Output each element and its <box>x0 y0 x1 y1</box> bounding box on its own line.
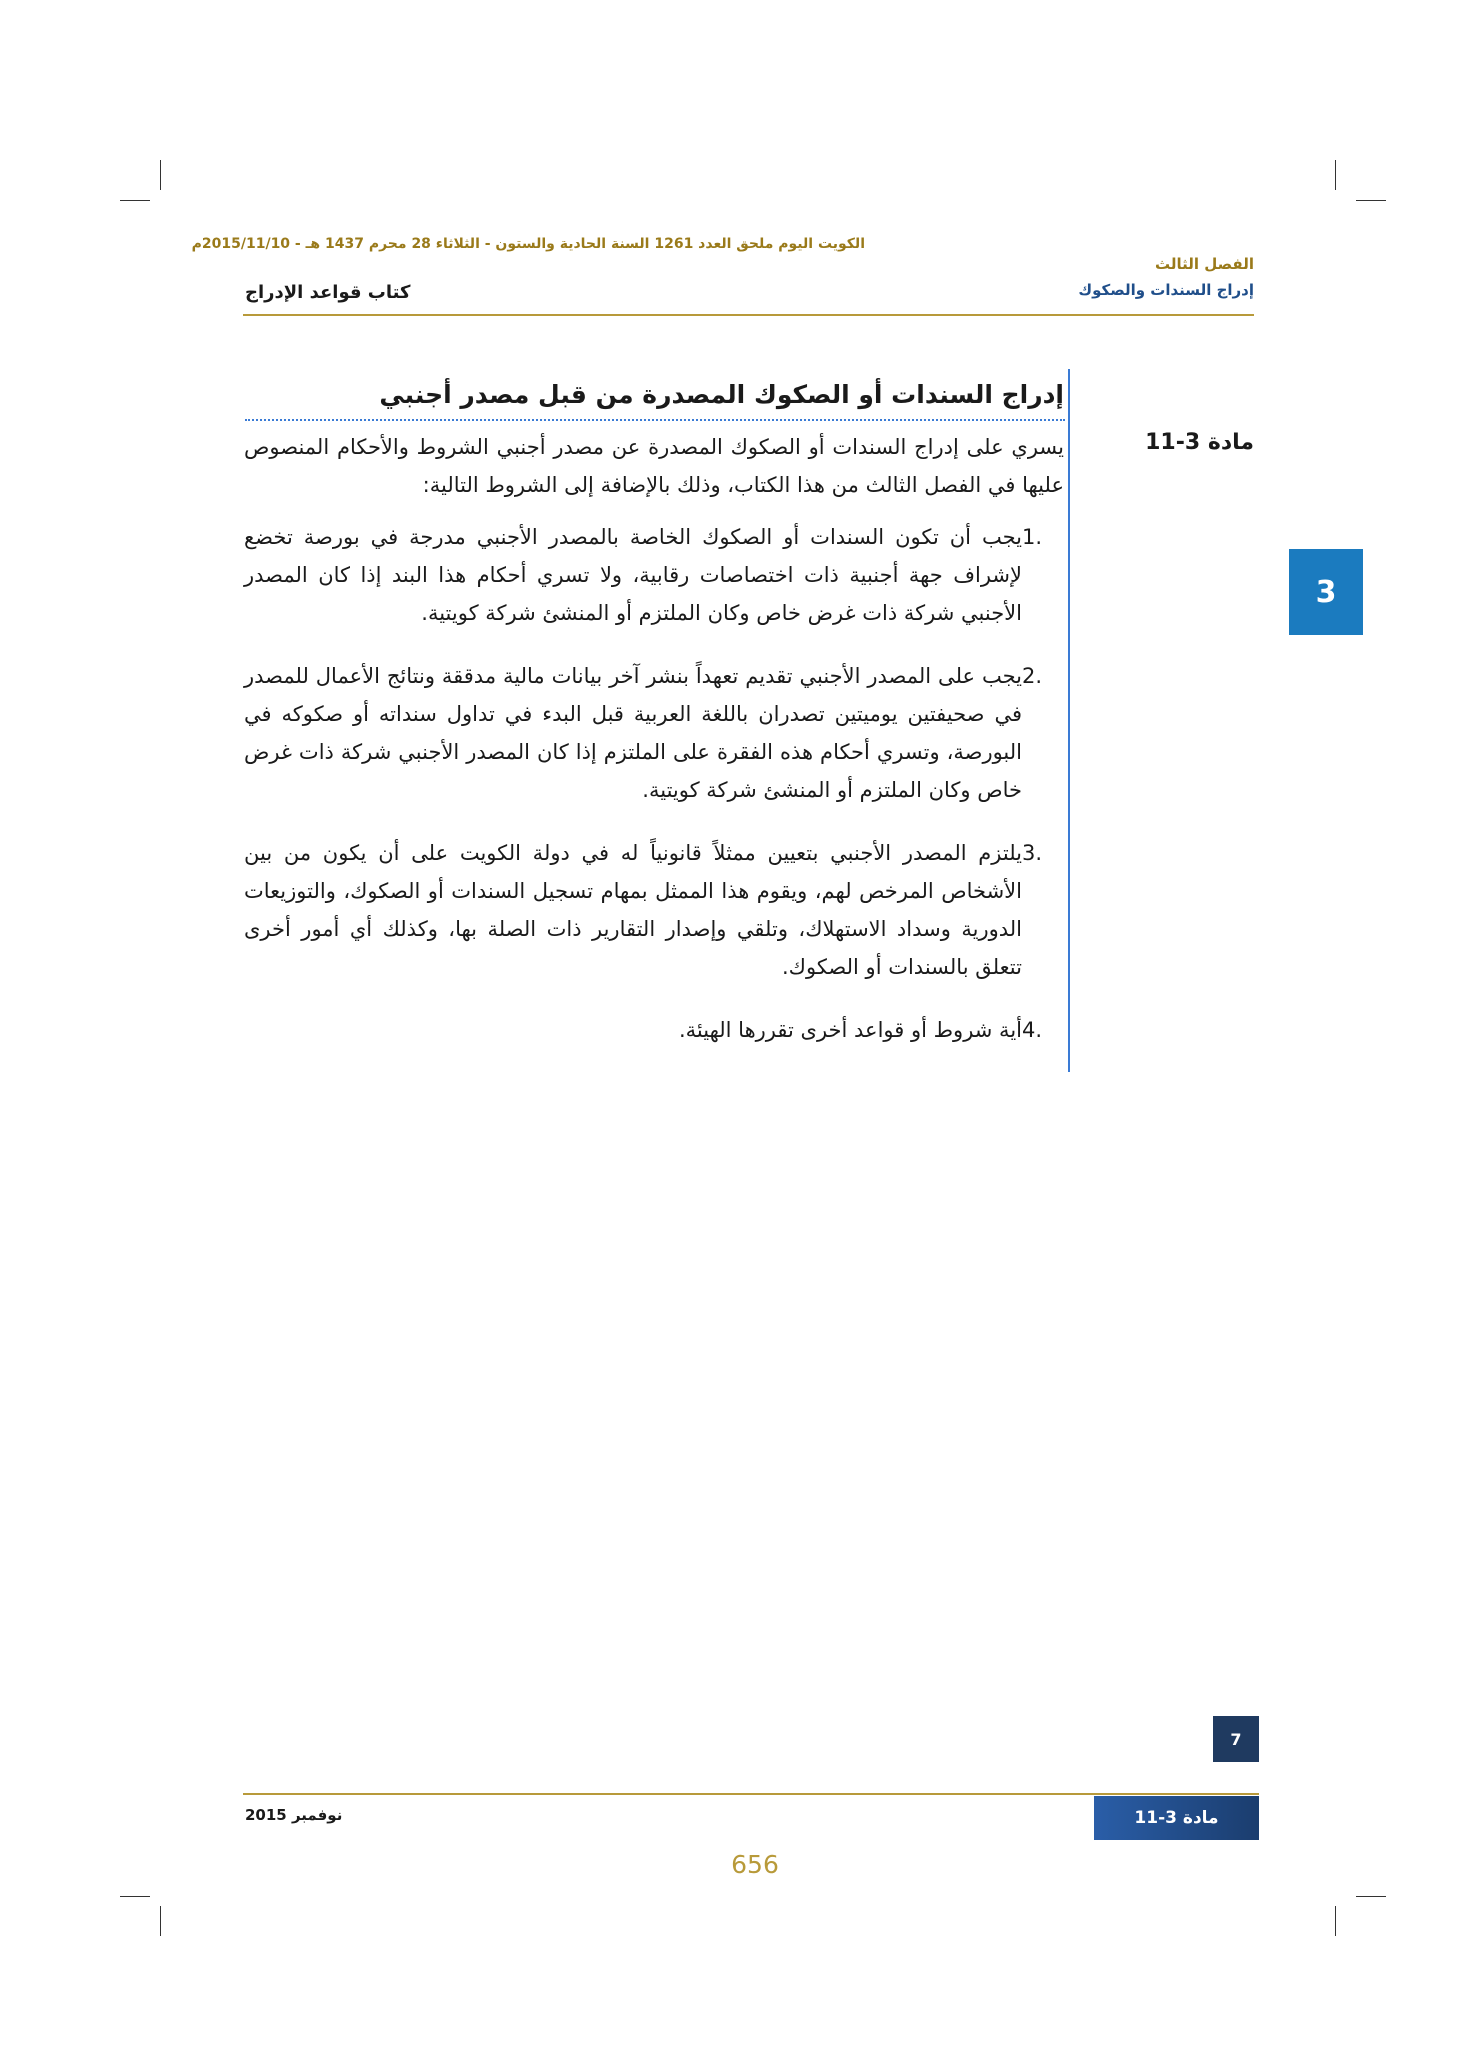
article-body <box>244 428 1064 1074</box>
footer-date: نوفمبر 2015 <box>245 1806 343 1824</box>
crop-mark <box>1335 1906 1336 1936</box>
footer-article-label: مادة 3-11 <box>1094 1796 1259 1840</box>
crop-mark <box>1335 160 1336 190</box>
article-vertical-rule <box>1068 369 1070 1072</box>
crop-mark <box>120 1896 150 1897</box>
list-item <box>244 657 1064 809</box>
list-item <box>244 834 1064 986</box>
crop-mark <box>1356 200 1386 201</box>
article-intro: يسري على إدراج السندات أو الصكوك المصدرة عن مصدر أجنبي الشروط والأحكام المنصوص عليها في الفصل الثالث من هذا الكتاب، وذلك بالإضافة إلى الشروط التالية: <box>244 435 1064 497</box>
list-item-number: 4. <box>1022 1018 1043 1042</box>
crop-mark <box>1356 1896 1386 1897</box>
article-title: إدراج السندات أو الصكوك المصدرة من قبل مصدر أجنبي <box>379 380 1064 409</box>
list-item-text: يلتزم المصدر الأجنبي بتعيين ممثلاً قانونياً له في دولة الكويت على أن يكون من بين الأشخاص المرخص لهم، ويقوم هذا الممثل بمهام تسجيل السندات أو الصكوك، والتوزيعات الدورية وسداد الاستهلاك، وتلقي وإصدار التقارير ذات الصلة بها، وكذلك أي أمور أخرى تتعلق بالسندات أو الصكوك. <box>244 841 1022 979</box>
list-item <box>244 518 1064 632</box>
crop-mark <box>120 200 150 201</box>
header-divider <box>243 314 1254 316</box>
title-dotted-divider <box>245 419 1065 421</box>
chapter-title: الفصل الثالث <box>1154 255 1254 273</box>
article-number: مادة 3-11 <box>1145 430 1254 455</box>
list-item-number: 3. <box>1022 841 1043 865</box>
page-number-badge: 7 <box>1213 1716 1259 1762</box>
list-item-text: أية شروط أو قواعد أخرى تقررها الهيئة. <box>678 1018 1022 1042</box>
gazette-header-line: الكويت اليوم ملحق العدد 1261 السنة الحادية والستون - الثلاثاء 28 محرم 1437 هـ - 2015/11/10م <box>191 236 865 252</box>
footer-divider <box>243 1793 1259 1795</box>
list-item-text: يجب على المصدر الأجنبي تقديم تعهداً بنشر آخر بيانات مالية مدققة ونتائج الأعمال للمصدر في صحيفتين يوميتين تصدران باللغة العربية قبل البدء في تداول سنداته أو صكوكه في البورصة، وتسري أحكام هذه الفقرة على الملتزم إذا كان المصدر الأجنبي شركة ذات غرض خاص وكان الملتزم أو المنشئ شركة كويتية. <box>244 664 1022 802</box>
crop-mark <box>160 160 161 190</box>
crop-mark <box>160 1906 161 1936</box>
chapter-subtitle: إدراج السندات والصكوك <box>1078 281 1254 299</box>
list-item-number: 1. <box>1022 525 1043 549</box>
chapter-side-tab: 3 <box>1289 549 1363 635</box>
list-item-text: يجب أن تكون السندات أو الصكوك الخاصة بالمصدر الأجنبي مدرجة في بورصة تخضع لإشراف جهة أجنبية ذات اختصاصات رقابية، ولا تسري أحكام هذا البند إذا كان المصدر الأجنبي شركة ذات غرض خاص وكان الملتزم أو المنشئ شركة كويتية. <box>244 525 1022 625</box>
book-title: كتاب قواعد الإدراج <box>245 282 411 303</box>
list-item <box>244 1011 1064 1049</box>
gazette-page-number: 656 <box>731 1850 779 1879</box>
list-item-number: 2. <box>1022 664 1043 688</box>
